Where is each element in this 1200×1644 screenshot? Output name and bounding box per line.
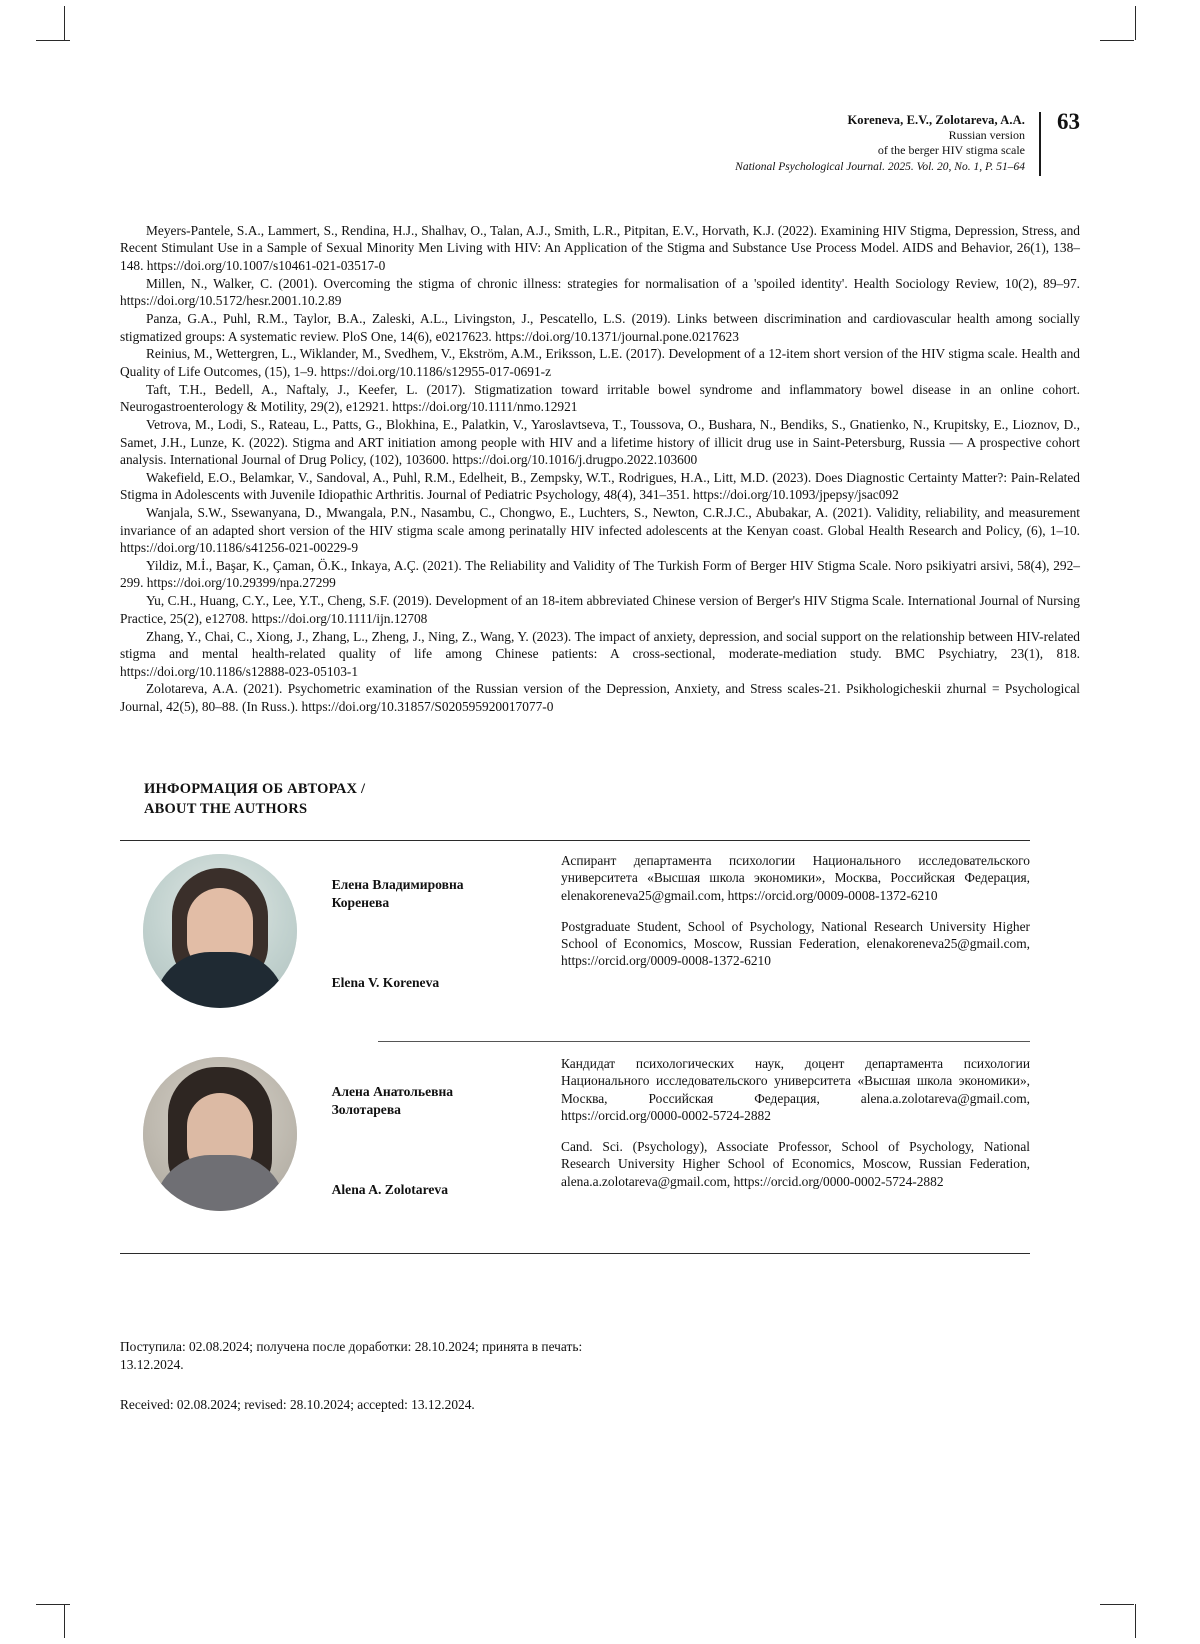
reference-item: Millen, N., Walker, C. (2001). Overcoming the stigma of chronic illness: strategies for normalisation of a 'spoiled identity'. Health Sociology Review, 10(2), 89–97. https://doi.org/10.5172/hesr.2001.10.2.89 [120,275,1080,309]
reference-item: Meyers-Pantele, S.A., Lammert, S., Rendina, H.J., Shalhav, O., Talan, A.J., Smith, L.R., Pitpitan, E.V., Horvath, K.J. (2022). Examining HIV Stigma, Depression, Stress, and Recent Stimulant Use in a Sample of Sexual Minority Men Living with HIV: An Application of the Stigma and Substance Use Process Model. AIDS and Behavior, 26(1), 138–148. https://doi.org/10.1007/s10461-021-03517-0 [120,223,1080,273]
author-names [320,1055,561,1211]
running-head [520,109,1080,176]
author-name-ru-line1: Елена Владимировна [331,877,464,892]
reference-list [120,222,1080,716]
crop-mark-bottom-left-h [36,1604,70,1605]
running-head-title-line2: of the berger HIV stigma scale [877,143,1025,158]
submission-dates [120,1338,640,1413]
crop-mark-bottom-right-v [1135,1604,1136,1638]
submission-dates-en: Received: 02.08.2024; revised: 28.10.2024; accepted: 13.12.2024. [120,1396,475,1412]
reference-item: Yildiz, M.İ., Başar, K., Çaman, Ö.K., Inkaya, A.Ç. (2021). The Reliability and Validity of The Turkish Form of Berger HIV Stigma Scale. Noro psikiyatri arsivi, 58(4), 292–299. https://doi.org/10.29399/npa.27299 [120,558,1080,591]
crop-mark-bottom-left-v [64,1604,65,1638]
author-bio-en: Cand. Sci. (Psychology), Associate Professor, School of Psychology, National Research University Higher School of Economics, Moscow, Russian Federation, alena.a.zolotareva@gmail.com, https://orcid.org/0000-0002-5724-2882 [561,1139,1030,1189]
author-bio-ru: Аспирант департамента психологии Национального исследовательского университета «Высшая школа экономики», Москва, Российская Федерация, elenakoreneva25@gmail.com, https://orcid.org/0009-0008-1372-6210 [561,853,1030,903]
about-authors-heading-en: ABOUT THE AUTHORS [144,800,308,817]
crop-mark-bottom-right-h [1100,1604,1134,1605]
about-divider-middle [378,1041,1030,1042]
running-head-text [735,112,1039,174]
about-divider-top [120,840,1030,841]
reference-item: Panza, G.A., Puhl, R.M., Taylor, B.A., Zaleski, A.L., Livingston, J., Pescatello, L.S. (2019). Links between discrimination and cardiovascular health among socially stigmatized groups: A systematic review. PloS One, 14(6), e0217623. https://doi.org/10.1371/journal.pone.0217623 [120,311,1080,344]
author-bio-ru: Кандидат психологических наук, доцент департамента психологии Национального исследовательского университета «Высшая школа экономики», Москва, Российская Федерация, alena.a.zolotareva@gmail.com, https://orcid.org/0000-0002-5724-2882 [561,1056,1030,1123]
author-name-en: Elena V. Koreneva [331,975,440,990]
reference-item: Yu, C.H., Huang, C.Y., Lee, Y.T., Cheng, S.F. (2019). Development of an 18-item abbreviated Chinese version of Berger's HIV Stigma Scale. International Journal of Nursing Practice, 25(2), e12708. https://doi.org/10.1111/ijn.12708 [120,593,1080,626]
crop-mark-top-right-v [1135,6,1136,40]
author-photo-container [120,1055,320,1211]
reference-item: Zolotareva, A.A. (2021). Psychometric examination of the Russian version of the Depression, Anxiety, and Stress scales-21. Psikhologicheskii zhurnal = Psychological Journal, 42(5), 80–88. (In Russ.). https://doi.org/10.31857/S020595920017077-0 [120,681,1080,714]
author-photo-container [120,852,320,1008]
author-name-ru [332,876,464,911]
author-bio-en: Postgraduate Student, School of Psychology, National Research University Higher School of Economics, Moscow, Russian Federation, elenakoreneva25@gmail.com, https://orcid.org/0009-0008-1372-6210 [561,918,1030,969]
crop-mark-top-left-h [36,40,70,41]
submission-dates-ru: Поступила: 02.08.2024; получена после доработки: 28.10.2024; принята в печать: 13.12.2024. [120,1339,583,1372]
reference-item: Reinius, M., Wettergren, L., Wiklander, M., Svedhem, V., Ekström, A.M., Eriksson, L.E. (2017). Development of a 12-item short version of the HIV stigma scale. Health and Quality of Life Outcomes, (15), 1–9. https://doi.org/10.1186/s12955-017-0691-z [120,346,1080,379]
author-name-ru-line2: Золотарева [331,1101,401,1117]
author-name-en: Alena A. Zolotareva [331,1182,448,1197]
page-number: 63 [1057,109,1080,134]
author-portrait-photo [143,854,297,1008]
crop-mark-top-left-v [64,6,65,40]
running-head-journal: National Psychological Journal. 2025. Vol. 20, No. 1, P. 51–64 [735,160,1025,173]
reference-item: Wanjala, S.W., Ssewanyana, D., Mwangala, P.N., Nasambu, C., Chongwo, E., Luchters, S., Newton, C.R.J.C., Abubakar, A. (2021). Validity, reliability, and measurement invariance of an adapted short version of the HIV stigma scale among perinatally HIV infected adolescents at the Kenyan coast. Global Health Research and Policy, (6), 1–10. https://doi.org/10.1186/s41256-021-00229-9 [120,505,1080,556]
author-entry [120,1055,1030,1211]
about-divider-bottom [120,1253,1030,1254]
author-portrait-photo [143,1057,297,1211]
page-content [120,0,1080,1644]
author-name-ru [332,1083,454,1118]
about-authors-heading [144,780,365,819]
running-head-title-line1: Russian version [948,128,1025,142]
reference-item: Vetrova, M., Lodi, S., Rateau, L., Patts, G., Blokhina, E., Palatkin, V., Yaroslavtseva, T., Toussova, O., Bushara, N., Bendiks, S., Gnatienko, N., Krupitsky, E., Lioznov, D., Samet, J.H., Lunze, K. (2022). Stigma and ART initiation among people with HIV and a lifetime history of illicit drug use in Saint-Petersburg, Russia — A prospective cohort analysis. International Journal of Drug Policy, (102), 103600. https://doi.org/10.1016/j.drugpo.2022.103600 [120,417,1080,467]
reference-item: Taft, T.H., Bedell, A., Naftaly, J., Keefer, L. (2017). Stigmatization toward irritable bowel syndrome and inflammatory bowel disease in an online cohort. Neurogastroenterology & Motility, 29(2), e12921. https://doi.org/10.1111/nmo.12921 [120,381,1080,415]
author-bio [561,1055,1030,1211]
author-bio [561,852,1030,1008]
crop-mark-top-right-h [1100,40,1134,41]
about-authors-heading-ru: ИНФОРМАЦИЯ ОБ АВТОРАХ / [144,781,366,797]
author-names [320,852,561,1008]
reference-item: Zhang, Y., Chai, C., Xiong, J., Zhang, L., Zheng, J., Ning, Z., Wang, Y. (2023). The impact of anxiety, depression, and social support on the relationship between HIV-related stigma and mental health-related quality of life among Chinese patients: A cross-sectional, moderate-mediation study. BMC Psychiatry, 23(1), 818. https://doi.org/10.1186/s12888-023-05103-1 [120,628,1080,679]
reference-item: Wakefield, E.O., Belamkar, V., Sandoval, A., Puhl, R.M., Edelheit, B., Zempsky, W.T., Rodrigues, H.A., Litt, M.D. (2023). Does Diagnostic Certainty Matter?: Pain-Related Stigma in Adolescents with Juvenile Idiopathic Arthritis. Journal of Pediatric Psychology, 48(4), 341–351. https://doi.org/10.1093/jpepsy/jsac092 [120,469,1080,503]
author-name-ru-line1: Алена Анатольевна [331,1084,454,1099]
running-head-authors: Koreneva, E.V., Zolotareva, A.A. [847,113,1025,127]
author-entry [120,852,1030,1008]
author-name-ru-line2: Коренева [331,894,390,910]
